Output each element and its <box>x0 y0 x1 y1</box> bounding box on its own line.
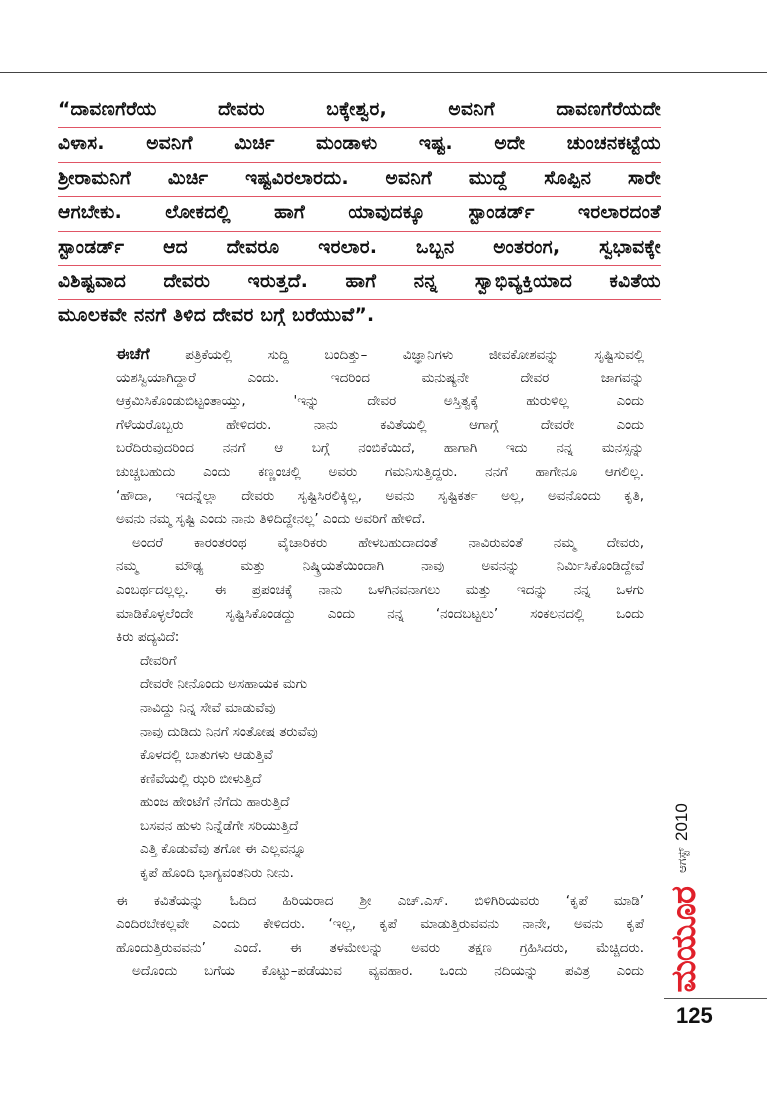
pull-quote-line: ಆಗಬೇಕು. ಲೋಕದಲ್ಲಿ ಹಾಗೆ ಯಾವುದಕ್ಕೂ ಸ್ಟಾಂಡರ್ಡ್ ಇರಲಾರದಂತೆ <box>58 197 661 231</box>
pull-quote-line: ವಿಶಿಷ್ಟವಾದ ದೇವರು ಇರುತ್ತದೆ. ಹಾಗೆ ನನ್ನ ಸ್ವಾಭಿವ್ಯಕ್ತಿಯಾದ ಕವಿತೆಯ <box>58 266 661 300</box>
issue-date <box>666 795 698 881</box>
issue-month: ಆಗಸ್ಟ್ <box>675 847 689 873</box>
lead-word: ಈಚೆಗೆ <box>116 345 150 363</box>
paragraph-line: ಎಂಬರ್ಥದಲ್ಲಲ್ಲ. ಈ ಪ್ರಪಂಚಕ್ಕೆ ನಾನು ಒಳಗಿನವನಾಗಲು ಮತ್ತು ಇದನ್ನು ನನ್ನ ಒಳಗು <box>116 582 644 598</box>
poem-line: ದೇವರೇ ನೀನೊಂದು ಅಸಹಾಯಕ ಮಗು <box>140 677 308 693</box>
pull-quote-line: ಶ್ರೀರಾಮನಿಗೆ ಮಿರ್ಚಿ ಇಷ್ಟವಿರಲಾರದು. ಅವನಿಗೆ ಮುದ್ದೆ ಸೊಪ್ಪಿನ ಸಾರೇ <box>58 163 661 197</box>
paragraph-line: ಆಕ್ರಮಿಸಿಕೊಂಡುಬಿಟ್ಟಂತಾಯ್ತು, 'ಇನ್ನು ದೇವರ ಅಸ್ತಿತ್ವಕ್ಕೆ ಹುರುಳಿಲ್ಲ ಎಂದು <box>116 394 644 410</box>
paragraph-line: ಬರೆದಿರುವುದರಿಂದ ನನಗೆ ಆ ಬಗ್ಗೆ ನಂಬಿಕೆಯಿದೆ, ಹಾಗಾಗಿ ಇದು ನನ್ನ ಮನಸ್ಸನ್ನು <box>116 441 644 457</box>
first-line-text: ಪತ್ರಿಕೆಯಲ್ಲಿ ಸುದ್ದಿ ಬಂದಿತ್ತು– ವಿಜ್ಞಾನಿಗಳು ಜೀವಕೋಶವನ್ನು ಸೃಷ್ಟಿಸುವಲ್ಲಿ <box>185 348 644 363</box>
paragraph-line: ಅಂದರೆ ಕಾರಂತರಂಥ ವೈಚಾರಿಕರು ಹೇಳಬಹುದಾದಂತೆ ನಾವಿರುವಂತೆ ನಮ್ಮ ದೇವರು, <box>132 535 644 551</box>
issue-sidebar <box>664 795 704 995</box>
pull-quote-line: ಸ್ಟಾಂಡರ್ಡ್ ಆದ ದೇವರೂ ಇರಲಾರ. ಒಬ್ಬನ ಅಂತರಂಗ, ಸ್ವಭಾವಕ್ಕೇ <box>58 232 661 266</box>
poem-title: ದೇವರಿಗೆ <box>140 653 177 669</box>
paragraph-line: ಮಾಡಿಕೊಳ್ಳಲೆಂದೇ ಸೃಷ್ಟಿಸಿಕೊಂಡದ್ದು ಎಂದು ನನ್ನ ‘ನಂದಬಟ್ಟಲು’ ಸಂಕಲನದಲ್ಲಿ ಒಂದು <box>116 606 644 622</box>
paragraph-line: ಅದೊಂದು ಬಗೆಯ ಕೊಟ್ಟು–ಪಡೆಯುವ ವ್ಯವಹಾರ. ಒಂದು ನದಿಯನ್ನು ಪವಿತ್ರ ಎಂದು <box>132 964 644 980</box>
pull-quote <box>58 94 661 335</box>
poem-line: ಕಣಿವೆಯಲ್ಲಿ ಝರಿ ಬೀಳುತ್ತಿದೆ <box>140 771 262 787</box>
paragraph-line: ಹೊಂದುತ್ತಿರುವವನು’ ಎಂದೆ. ಈ ತಳಮೇಲನ್ನು ಅವರು ತಕ್ಷಣ ಗ್ರಹಿಸಿದರು, ಮೆಚ್ಚಿದರು. <box>116 940 644 956</box>
poem-line: ನಾವು ದುಡಿದು ನಿನಗೆ ಸಂತೋಷ ತರುವೆವು <box>140 724 318 740</box>
pull-quote-line: ಮೂಲಕವೇ ನನಗೆ ತಿಳಿದ ದೇವರ ಬಗ್ಗೆ ಬರೆಯುವೆ”. <box>58 305 375 327</box>
poem-line: ನಾವಿದ್ದು ನಿನ್ನ ಸೇವೆ ಮಾಡುವೆವು <box>140 700 276 716</box>
magazine-logo <box>664 885 704 995</box>
paragraph-line: ಯಶಸ್ವಿಯಾಗಿದ್ದಾರೆ ಎಂದು. ಇದರಿಂದ ಮನುಷ್ಯನೇ ದೇವರ ಜಾಗವನ್ನು <box>116 370 644 386</box>
paragraph-line: ಅವನು ನಮ್ಮ ಸೃಷ್ಟಿ ಎಂದು ನಾನು ತಿಳಿದಿದ್ದೇನಲ್ಲ’ ಎಂದು ಅವರಿಗೆ ಹೇಳಿದೆ. <box>116 512 426 528</box>
poem-line: ಕೃಪೆ ಹೊಂದಿ ಭಾಗ್ಯವಂತನಿರು ನೀನು. <box>140 866 294 882</box>
paragraph-line: ಎಂದಿರಬೇಕಲ್ಲವೇ ಎಂದು ಕೇಳಿದರು. ‘ಇಲ್ಲ, ಕೃಪೆ ಮಾಡುತ್ತಿರುವವನು ನಾನೇ, ಅವನು ಕೃಪೆ <box>116 917 644 933</box>
page-number: 125 <box>676 1003 713 1028</box>
paragraph-line: ‘ಹೌದಾ, ಇದನ್ನೆಲ್ಲಾ ದೇವರು ಸೃಷ್ಟಿಸಿರಲಿಕ್ಕಿಲ್ಲ, ಅವನು ಸೃಷ್ಟಿಕರ್ತ ಅಲ್ಲ, ಅವನೊಂದು ಕೃತಿ, <box>116 488 644 504</box>
pull-quote-line: “ದಾವಣಗೆರೆಯ ದೇವರು ಬಕ್ಕೇಶ್ವರ, ಅವನಿಗೆ ದಾವಣಗೆರೆಯದೇ <box>58 94 661 128</box>
header-rule <box>0 72 767 73</box>
paragraph-line: ಚುಚ್ಚಬಹುದು ಎಂದು ಕಣ್ಣಂಚಲ್ಲಿ ಅವರು ಗಮನಿಸುತ್ತಿದ್ದರು. ನನಗೆ ಹಾಗೇನೂ ಆಗಲಿಲ್ಲ. <box>116 464 644 480</box>
paragraph-line: ನಮ್ಮ ಮೌಢ್ಯ ಮತ್ತು ನಿಷ್ಕ್ರಿಯತೆಯಿಂದಾಗಿ ನಾವು ಅವನನ್ನು ನಿರ್ಮಿಸಿಕೊಂಡಿದ್ದೇವೆ <box>116 559 644 575</box>
pull-quote-line: ವಿಳಾಸ. ಅವನಿಗೆ ಮಿರ್ಚಿ ಮಂಡಾಳು ಇಷ್ಟ. ಅದೇ ಚುಂಚನಕಟ್ಟೆಯ <box>58 128 661 162</box>
paragraph-line: ಈ ಕವಿತೆಯನ್ನು ಓದಿದ ಹಿರಿಯರಾದ ಶ್ರೀ ಎಚ್.ಎಸ್. ಬಿಳಿಗಿರಿಯವರು ‘ಕೃಪೆ ಮಾಡಿ’ <box>116 893 644 909</box>
paragraph-line: ಗೆಳೆಯರೊಬ್ಬರು ಹೇಳಿದರು. ನಾನು ಕವಿತೆಯಲ್ಲಿ ಆಗಾಗ್ಗೆ ದೇವರೇ ಎಂದು <box>116 417 644 433</box>
magazine-logo-text: ಮಯೂರ <box>664 887 704 993</box>
footer-rule <box>664 998 767 999</box>
poem-line: ಹುಂಜ ಹೇಂಟೆಗೆ ನೆಗೆದು ಹಾರುತ್ತಿದೆ <box>140 795 290 811</box>
poem-line: ಎತ್ತಿ ಕೊಡುವೆವು ತಗೋ ಈ ಎಲ್ಲವನ್ನೂ <box>140 842 306 858</box>
issue-year: 2010 <box>672 803 691 842</box>
paragraph-line: ಕಿರು ಪದ್ಯವಿದೆ: <box>116 630 180 646</box>
poem-line: ಕೊಳದಲ್ಲಿ ಬಾತುಗಳು ಆಡುತ್ತಿವೆ <box>140 748 273 764</box>
article-body <box>116 343 644 984</box>
article-first-line <box>116 343 644 367</box>
poem-line: ಬಸವನ ಹುಳು ನಿನ್ನೆಡೆಗೇ ಸರಿಯುತ್ತಿದೆ <box>140 818 299 834</box>
